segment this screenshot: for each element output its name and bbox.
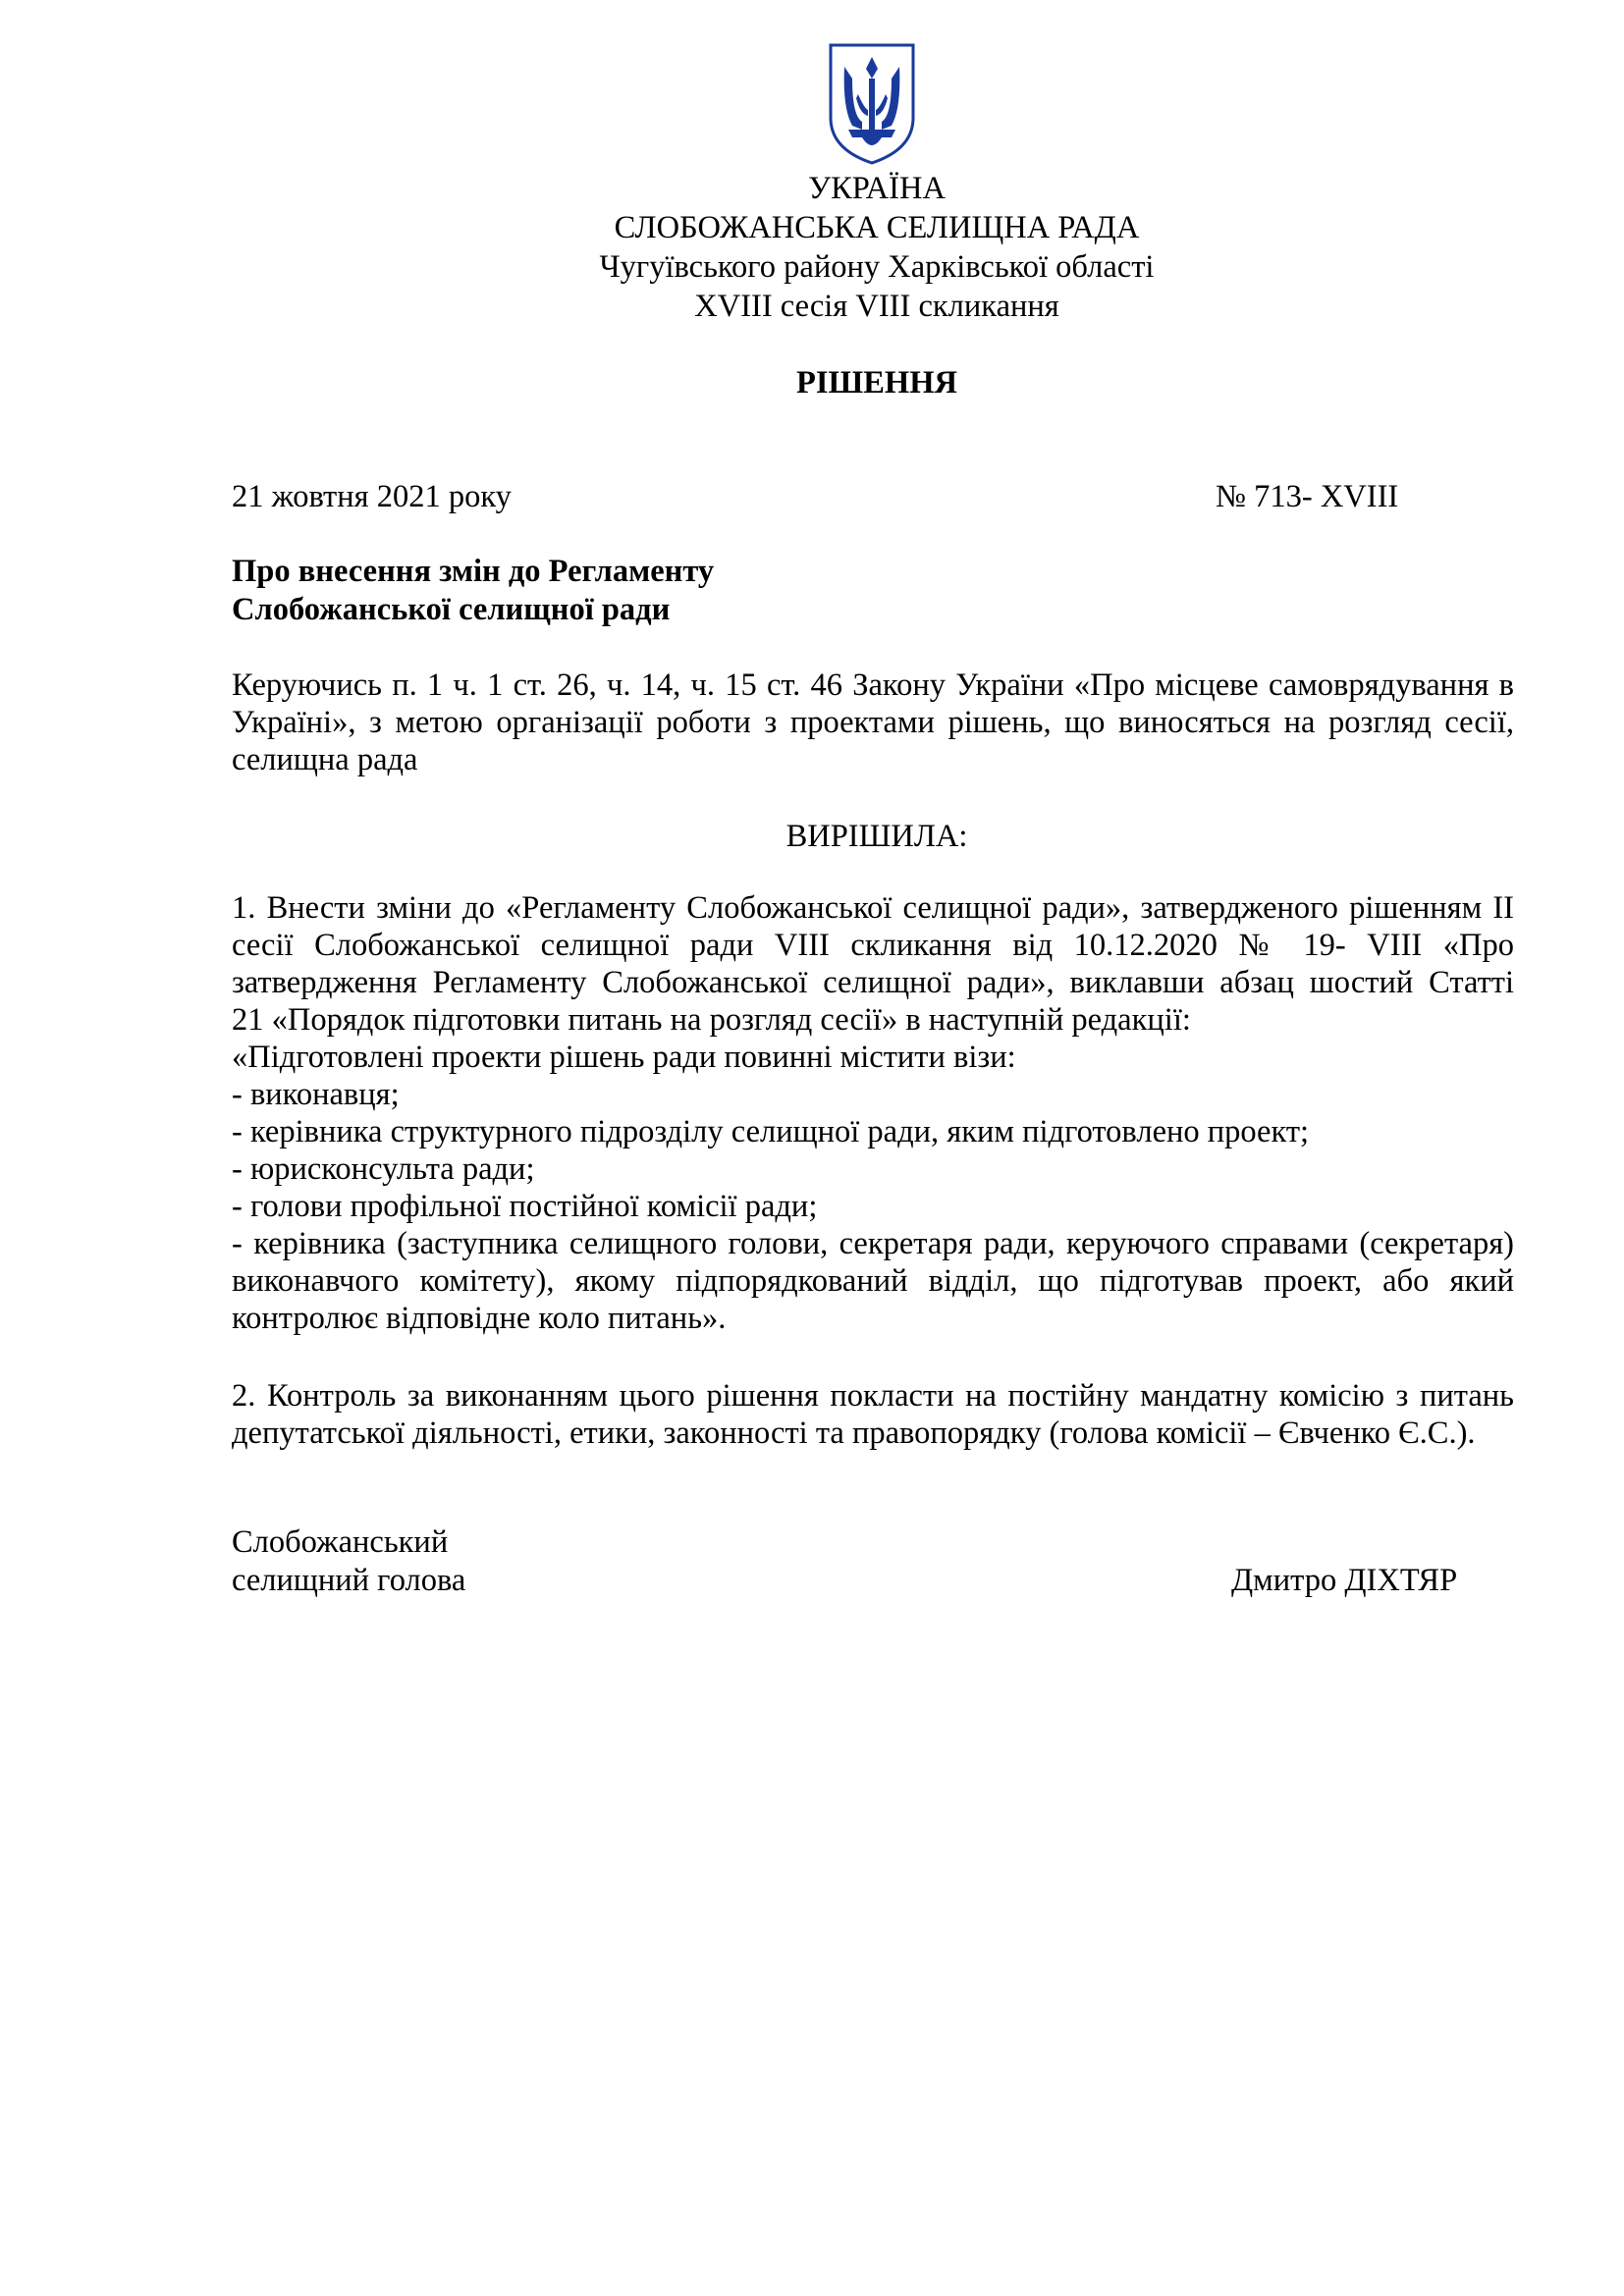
item1-line: - юрисконсульта ради; [232, 1151, 535, 1187]
decision-item-2 [232, 1377, 1514, 1452]
item1-line: - керівника структурного підрозділу селищної ради, яким підготовлено проект; [232, 1114, 1310, 1149]
preamble-line: Україні», з метою організації роботи з проектами рішень, що виносяться на розгляд сесії, [232, 705, 1514, 740]
item1-line: - виконавця; [232, 1077, 400, 1112]
decision-number: № 713- XVIII [1216, 479, 1399, 514]
item1-line: «Підготовлені проекти рішень ради повинні містити візи: [232, 1040, 1016, 1075]
coat-of-arms-icon [823, 39, 921, 167]
header-district: Чугуївського району Харківської області [599, 249, 1155, 285]
item2-line: 2. Контроль за виконанням цього рішення покласти на постійну мандатну комісію з питань [232, 1378, 1514, 1414]
header-country: УКРАЇНА [808, 171, 946, 206]
decision-date: 21 жовтня 2021 року [232, 479, 512, 514]
item1-line: - керівника (заступника селищного голови, секретаря ради, керуючого справами (секретаря) [232, 1226, 1514, 1261]
item1-line: контролює відповідне коло питань». [232, 1301, 727, 1336]
item1-line: 1. Внести зміни до «Регламенту Слобожанської селищної ради», затвердженого рішенням ІІ [232, 890, 1514, 926]
document-title: РІШЕННЯ [796, 365, 957, 400]
preamble-paragraph [232, 667, 1514, 778]
item1-line: 21 «Порядок підготовки питань на розгляд сесії» в наступній редакції: [232, 1002, 1191, 1038]
document-header [0, 169, 1624, 326]
signatory-name: Дмитро ДІХТЯР [1231, 1563, 1458, 1598]
item1-line: сесії Слобожанської селищної ради VIII скликання від 10.12.2020 № 19- VIII «Про [232, 928, 1514, 963]
subject-line: Слобожанської селищної ради [232, 592, 671, 627]
item1-line: - голови профільної постійної комісії ради; [232, 1189, 818, 1224]
header-session: XVIII сесія VIII скликання [694, 289, 1059, 324]
header-council: СЛОБОЖАНСЬКА СЕЛИЩНА РАДА [614, 210, 1140, 245]
preamble-line: селищна рада [232, 742, 418, 777]
position-line: Слобожанський [232, 1524, 449, 1560]
item2-line: депутатської діяльності, етики, законності та правопорядку (голова комісії – Євченко Є.С.). [232, 1415, 1476, 1451]
signatory-position [232, 1523, 465, 1600]
decision-item-1 [232, 889, 1514, 1337]
subject-line: Про внесення змін до Регламенту [232, 554, 715, 589]
position-line: селищний голова [232, 1563, 466, 1598]
item1-line: затвердження Регламенту Слобожанської селищної ради», виклавши абзац шостий Статті [232, 965, 1514, 1000]
item1-line: виконавчого комітету), якому підпорядкований відділ, що підготував проект, або який [232, 1263, 1514, 1299]
resolved-heading: ВИРІШИЛА: [785, 819, 968, 854]
decision-subject [232, 553, 714, 629]
preamble-line: Керуючись п. 1 ч. 1 ст. 26, ч. 14, ч. 15 ст. 46 Закону України «Про місцеве самоврядування в [232, 667, 1514, 703]
